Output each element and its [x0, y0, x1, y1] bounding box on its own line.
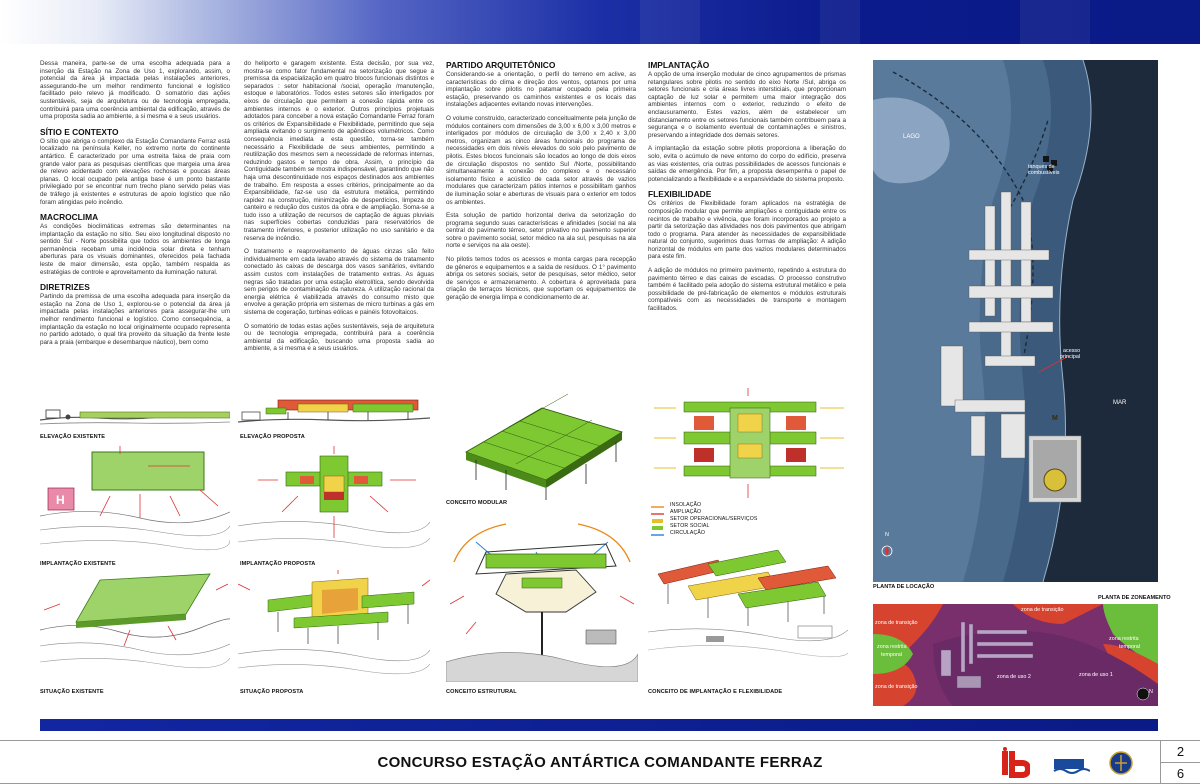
macroclima-paragraph: As condições bioclimáticas extremas são determinantes na implantação da estação no sítio. Seu eixo longitudinal disposto no sentido Sul - Norte possibilita que todos os ambientes de longa permanência recebam uma incidência solar direta e tenham aberturas para os visuais dominantes, oferecidos pela fachada leste de maior dimensão, esta opção, também respalda as estratégias de controle e aproveitamento da iluminação natural. [40, 223, 230, 276]
text-column-3 [446, 60, 636, 308]
zone-plan-title: PLANTA DE ZONEAMENTO [1098, 595, 1171, 601]
zone-transicao-left: zona de transição [875, 620, 918, 626]
north-arrow-icon: N [885, 532, 889, 538]
label-lago: LAGO [903, 134, 920, 140]
label-acesso-1: acesso [1063, 348, 1081, 354]
sitio-paragraph: O sítio que abriga o complexo da Estação Comandante Ferraz está localizado na península Keller, no extremo norte do continente antártico. É caracterizado por uma estreita faixa de praia com grande valor para as pesquisas científicas que margeia uma área de relevo acidentado com elevações rochosas e poucas áreas planas. O local ocupado pela antiga base é um ponto bastante privilegiado por se encontrar num trecho plano servido pelas vias de tráfego já existentes e estruturas de apoio logístico que não foram atingidas pelo incêndio. [40, 137, 230, 206]
navy-emblem-icon [1108, 747, 1134, 779]
caption-implantacao-proposta: IMPLANTAÇÃO PROPOSTA [240, 561, 316, 567]
partido-paragraph-2: O volume construído, caracterizado conceitualmente pela junção de módulos containers com dimensões de 3,00 x 6,00 x 3,00 metros e interligados por módulos de circulação de 3,00 x 2,40 x 3,00 metros, organizam as cinco áreas funcionais do programa de necessidades em dois níveis elevados do solo pelo pavimento de pilotis. Estes blocos funcionais são locados ao longo de dois eixos de circulação dispostos no sentido Sul /Norte, possibilitando simultaneamente a conexão do complexo e o necessário isolamento físico e acústico de cada setor através de vazios modulares que caracterizam pátios internos e possibilitam ganhos de iluminação solar e aberturas de visuais para o exterior em todos os ambientes. [446, 114, 636, 206]
zone-transicao-top: zona de transição [1021, 607, 1064, 613]
header-stripe [820, 0, 860, 44]
sketch-implantacao-existente [40, 446, 230, 558]
caption-conceito-modular: CONCEITO MODULAR [446, 500, 508, 506]
legend-setor-social: SETOR SOCIAL [670, 523, 710, 529]
partido-paragraph-4: No pilotis temos todos os acessos e monta cargas para recepção de gêneros e equipamentos e a saída de resíduos. O 1° pavimento abriga os setores sociais, setor de pesquisas, setor médico, setor de serviços e armazenamento. A cobertura é aproveitada para criação de terraços técnicos, que suportam os equipamentos de geração de energia limpa e condicionamento de ar. [446, 256, 636, 302]
text-column-1 [40, 60, 230, 352]
sketch-conceito-modular [446, 388, 638, 500]
header-band [0, 0, 1200, 44]
header-stripe [640, 0, 700, 44]
zone-restrita-left-2: temporal [881, 652, 902, 658]
implantacao-paragraph-1: A opção de uma inserção modular de cinco agrupamentos de prismas retangulares sobre pilotis no sentido do eixo Norte /Sul, abriga os setores funcionais e cria áreas livres intersticiais, que proporcionam captação de luz solar e permitem uma maior integração dos ambientes internos com o exterior, reduzindo o efeito de enclausuramento. Estes vazios, além de estabelecer um distanciamento entre os setores funcionais também contribuem para a segurança e o isolamento eventual de contaminações e sinistros, preservando a integridade dos demais setores. [648, 71, 846, 139]
legend-circulacao: CIRCULAÇÃO [670, 530, 706, 536]
caption-elevacao-existente: ELEVAÇÃO EXISTENTE [40, 434, 106, 440]
page-total: 6 [1161, 762, 1200, 783]
zone-restrita-right-1: zona restrita [1109, 636, 1139, 642]
zone-restrita-left-1: zona restrita [877, 644, 907, 650]
flexibilidade-paragraph-2: A adição de módulos no primeiro pavimento, repetindo a estrutura do pavimento térreo e das caixas de escadas. O processo construtivo também é facilitado pela adoção do sistema estrutural metálico e pela possibilidade de pré-fabricação de elementos e módulos estruturais compatíveis com as necessidades de transporte e montagem facilitados. [648, 267, 846, 313]
caption-situacao-proposta: SITUAÇÃO PROPOSTA [240, 689, 304, 695]
diretrizes-paragraph: Partindo da premissa de uma escolha adequada para inserção da estação na Zona de Uso 1, explorou-se o potencial da área já impactada pelas instalações anteriores para assegurar-lhe um melhor rendimento funcional e logístico. Como consequência, a implantação da estação no local originalmente ocupado representa no partido adotado, o qual tira proveito da situação da frente leste para a praia (embarque e desembarque náutico), bem como [40, 293, 230, 346]
aguas-paragraph: O tratamento e reaproveitamento de águas cinzas são feito individualmente em cada lavabo através do sistema de tratamento conectado às caixas de descarga dos vasos sanitários, evitando assim custos com instalações de tratamento extras. As águas negras são tratadas por uma estação eletrolítica, sendo devolvida sem perigos de contaminação da natureza. A utilização racional da energia elétrica é viabilizada através do consumo misto que envolve a geração própria em sistemas de micro turbinas a gás em sistema de cogeração, turbinas eólicas e painéis fotovoltaicos. [244, 248, 434, 316]
north-arrow-icon: N [1149, 689, 1153, 695]
caption-implantacao-existente: IMPLANTAÇÃO EXISTENTE [40, 561, 116, 567]
label-tanques-2: combustíveis [1028, 170, 1060, 176]
legend-swatches [650, 504, 666, 544]
sketch-conceito-planta [648, 388, 848, 500]
footer [0, 740, 1200, 784]
label-tanques-1: tanques de [1028, 164, 1055, 170]
site-plan-map [873, 60, 1158, 582]
zone-transicao-bottom: zona de transição [875, 684, 918, 690]
page-current: 2 [1176, 744, 1185, 759]
partido-paragraph-3: Esta solução de partido horizontal deriva da setorização do programa segundo suas características e afinidades (social na ala central do pavimento térreo, setor privativo no pavimento superior sobre o pavimento social, setor médico na ala sul, pesquisas na ala norte e serviços na ala oeste). [446, 212, 636, 250]
zone-restrita-right-2: temporal [1119, 644, 1140, 650]
sketch-conceito-estrutural [446, 512, 638, 682]
svg-text:H: H [56, 493, 65, 507]
sketch-conceito-perspectiva [648, 540, 848, 680]
sketch-situacao-existente [40, 570, 230, 680]
heading-implantacao: IMPLANTAÇÃO [648, 60, 710, 70]
text-column-4 [648, 60, 846, 319]
caption-situacao-existente: SITUAÇÃO EXISTENTE [40, 689, 104, 695]
sketch-implantacao-proposta [238, 446, 430, 558]
heliport-icon: M [1052, 415, 1058, 422]
caption-elevacao-proposta: ELEVAÇÃO PROPOSTA [240, 434, 305, 440]
zone-uso-1: zona de uso 1 [1079, 672, 1113, 678]
sustentabilidade-paragraph: O somatório de todas estas ações sustentáveis, seja de arquitetura ou de tecnologia empregada, contribuirá para a coerência ambiental da edificação, buscando uma proposta sadia ao ambiente, a si mesma e a seus usuários. [244, 322, 434, 353]
intro-paragraph: Dessa maneira, parte-se de uma escolha adequada para a inserção da Estação na Zona de Uso 1, explorando, assim, o potencial da área já impactada pelas instalações anteriores, assegurando-lhe um melhor rendimento funcional e logístico facilitado pelo relevo já modificado. O somatório das ações sustentáveis, seja de arquitetura ou de tecnologia empregada, contribuirá para uma coerência ambiental da edificação, através de uma proposta sadia ao ambiente, a si mesma e a seus usuários. [40, 60, 230, 121]
header-stripe [1020, 0, 1090, 44]
heading-flexibilidade: FLEXIBILIDADE [648, 189, 712, 200]
bottom-band [40, 719, 1158, 731]
label-mar: MAR [1113, 400, 1127, 406]
heading-macroclima: MACROCLIMA [40, 212, 99, 223]
heading-diretrizes: DIRETRIZES [40, 282, 90, 293]
site-plan-title: PLANTA DE LOCAÇÃO [873, 584, 935, 590]
setorizacao-paragraph: do heliporto e garagem existente. Esta decisão, por sua vez, mostra-se como fator fundamental na setorização que segue a premissa da espacialização em quatro blocos funcionais distintos e separados : setor habitacional /social, operação /manutenção, estoque e laboratórios. Todos estes setores são interligados por eixos de circulação que permitem a conexão rápida entre os ambientes internos e o exterior. Outros princípios projetuais adotados para conceber a nova estação Comandante Ferraz foram os critérios de Expansibilidade e Flexibilidade, permitindo que seja ampliada evitando o surgimento de apêndices volumétricos. Como consequência imediata a esta questão, torna-se também necessário a Flexibilidade de seus ambientes, permitindo a reutilização dos mesmos sem a necessidade de reformas internas, reduzindo gastos e tempo de obra. Assim, o princípio da Contiguidade também se mostra indispensável, garantindo que não haja uma descontinuidade nos espaços destinados aos ambientes de trabalho. Em resposta a esses critérios, principalmente ao da Expansibilidade, faz-se uso da estrutura metálica, permitindo rapidez na construção, minimização de desperdícios, limpeza do canteiro e redução dos custos da obra e de ampliação. Soma-se a tudo isso a utilização de recursos de captação de águas pluviais nas superfícies cobertas conduzidas para reservatórios de tratamento inferiores, e posterior utilização no uso sanitário e da reserva de incêndio. [244, 60, 434, 242]
caption-conceito-implantacao: CONCEITO DE IMPLANTAÇÃO E FLEXIBILIDADE [648, 689, 783, 695]
heading-sitio: SÍTIO E CONTEXTO [40, 126, 119, 137]
legend-ampliacao: AMPLIAÇÃO [670, 509, 702, 515]
zone-uso-2: zona de uso 2 [997, 674, 1031, 680]
flexibilidade-paragraph-1: Os critérios de Flexibilidade foram aplicados na estratégia de composição modular que permite ampliações e contiguidade entre os recintos de trabalho e vivência, que foram incorporados ao projeto a partir da setorização das atividades nos dois pavimentos que abrigam todo o programa. Para atender às necessidades de expansibilidade natural do conjunto, sugerimos duas formas de ampliação: A adição horizontal de módulos em parte dos vazios modulares determinados para este fim. [648, 200, 846, 261]
zoning-plan-map [873, 604, 1158, 706]
legend-setor-operacional: SETOR OPERACIONAL/SERVIÇOS [670, 516, 758, 522]
caption-conceito-estrutural: CONCEITO ESTRUTURAL [446, 689, 517, 695]
implantacao-paragraph-2: A implantação da estação sobre pilotis proporciona a liberação do solo, evita o acúmulo de neve entorno do corpo do edifício, preserva as vias existentes, cria outras possibilidades de acessos funcionais e saídas de emergência. Por fim, a proposta desempenha o papel de potencializando a flexibilidade e a expansividade do sistema proposto. [648, 145, 846, 183]
ib-logo-icon [1000, 747, 1030, 779]
wave-logo-icon [1050, 747, 1090, 779]
sketch-elevacao-existente [40, 392, 230, 432]
footer-title: CONCURSO ESTAÇÃO ANTÁRTICA COMANDANTE FERRAZ [377, 754, 823, 771]
label-acesso-2: principal [1060, 354, 1081, 360]
sketch-situacao-proposta [238, 570, 430, 680]
legend-insolacao: INSOLAÇÃO [670, 502, 702, 508]
text-column-2 [244, 60, 434, 359]
partido-paragraph-1: Considerando-se a orientação, o perfil do terreno em aclive, as características do clima e direção dos ventos, optamos por uma implantação sobre pilotis no patamar ocupado pela primeira estação, preservando os caminhos existentes e os locais das instalações adjacentes evitando novas intervenções. [446, 71, 636, 109]
page-number-box [1160, 741, 1200, 784]
heading-partido: PARTIDO ARQUITETÔNICO [446, 60, 556, 70]
sketch-elevacao-proposta [238, 392, 430, 432]
